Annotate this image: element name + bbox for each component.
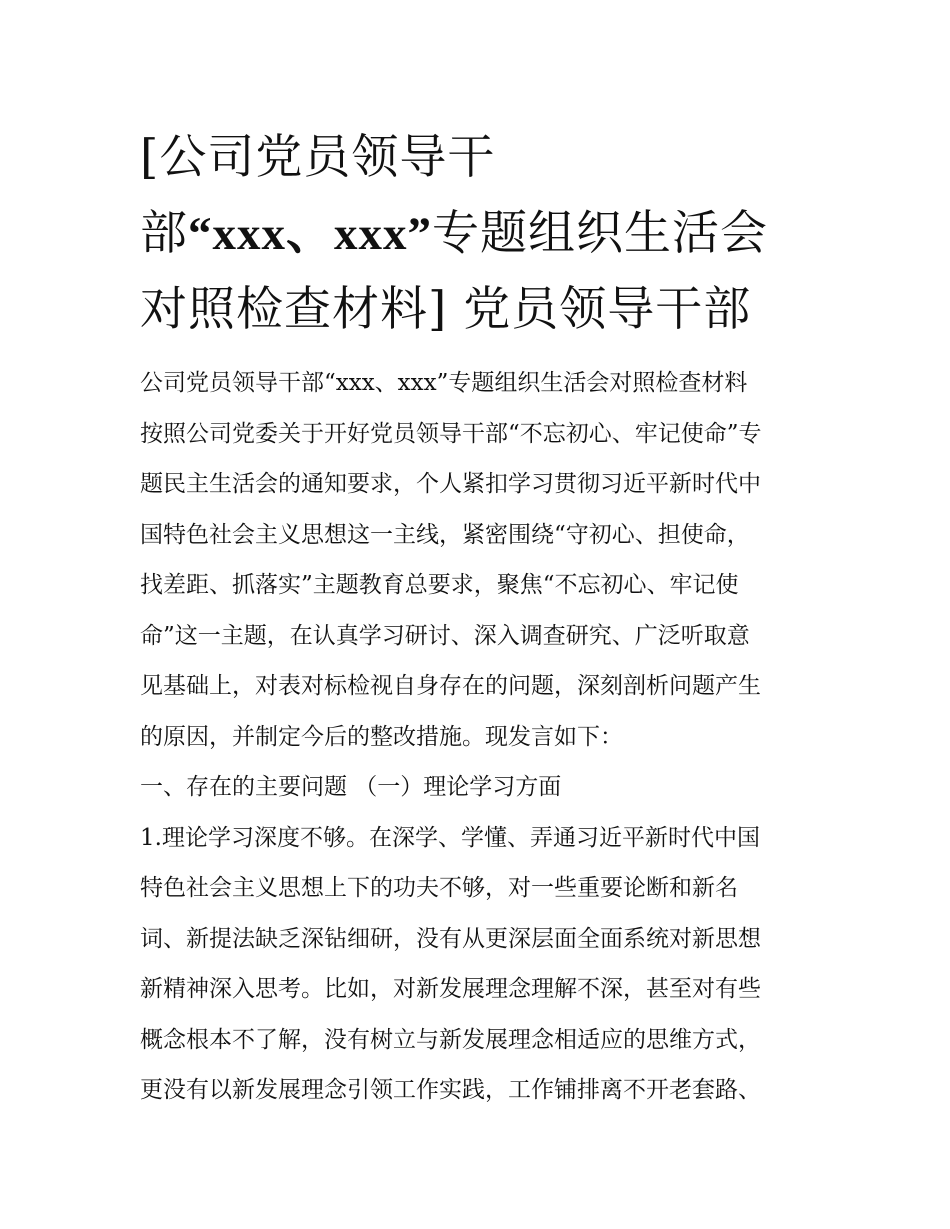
body-line: 词、新提法缺乏深钻细研，没有从更深层面全面系统对新思想	[140, 925, 761, 952]
body-line: 特色社会主义思想上下的功夫不够，对一些重要论断和新名	[140, 875, 738, 901]
body-line: 见基础上，对表对标检视自身存在的问题，深刻剖析问题产生	[140, 673, 761, 699]
body-line: 题民主生活会的通知要求，个人紧扣学习贯彻习近平新时代中	[140, 471, 761, 497]
title-line-2-post: 专题组织生活会	[432, 206, 768, 261]
title-line-2-bold: “xxx、xxx”	[188, 208, 432, 260]
body-line: 找差距、抓落实”主题教育总要求，聚焦“不忘初心、牢记使	[140, 572, 739, 598]
body-line: 概念根本不了解，没有树立与新发展理念相适应的思维方式，	[140, 1026, 761, 1053]
body-line: 一、存在的主要问题 （一）理论学习方面	[140, 774, 562, 800]
body-line: 按照公司党委关于开好党员领导干部“不忘初心、牢记使命”专	[140, 420, 762, 447]
document-body	[140, 358, 820, 1116]
body-line: 的原因，并制定今后的整改措施。现发言如下：	[140, 723, 623, 750]
body-line: 公司党员领导干部“xxx、xxx”专题组织生活会对照检查材料	[140, 370, 748, 396]
body-line: 国特色社会主义思想这一主线，紧密围绕“守初心、担使命，	[140, 521, 750, 548]
body-line: 1.理论学习深度不够。在深学、学懂、弄通习近平新时代中国	[140, 824, 760, 851]
body-line: 命”这一主题，在认真学习研讨、深入调查研究、广泛听取意	[140, 622, 750, 649]
title-line-1: [公司党员领导干	[140, 130, 496, 185]
body-line: 新精神深入思考。比如，对新发展理念理解不深，甚至对有些	[140, 976, 761, 1002]
document-content	[140, 120, 820, 1116]
body-line: 更没有以新发展理念引领工作实践，工作铺排离不开老套路、	[140, 1077, 761, 1103]
title-line-3: 对照检查材料] 党员领导干部	[140, 282, 752, 337]
title-line-2-pre: 部	[140, 206, 188, 261]
title-line-2	[140, 196, 820, 272]
document-title	[140, 120, 820, 348]
